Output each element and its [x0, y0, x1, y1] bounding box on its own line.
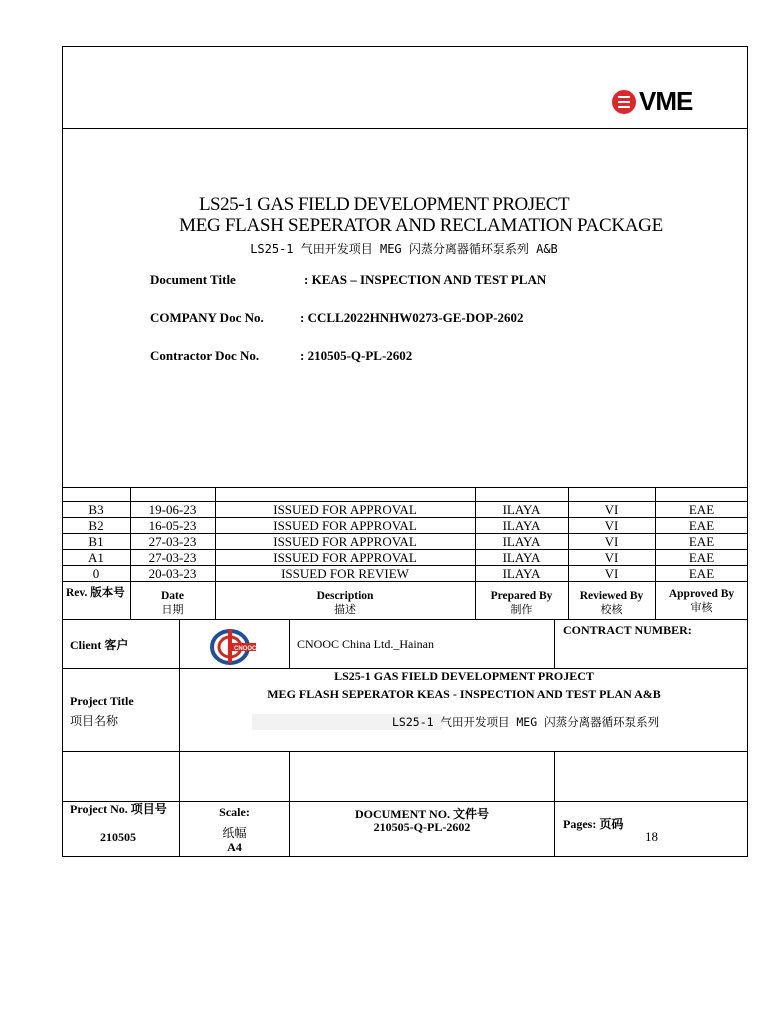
rev-header-rev: Rev. 版本号: [66, 587, 125, 599]
pages-value: 18: [645, 829, 658, 844]
rev-header-description-en: Description: [316, 590, 374, 602]
project-no-value: 210505: [100, 830, 136, 844]
title-line-3-chinese: LS25-1 气田开发项目 MEG 闪蒸分离器循环泵系列 A&B: [250, 242, 558, 256]
rev-date: 16-05-23: [148, 518, 197, 533]
rev-header-prepared: [475, 590, 568, 616]
rev-description: ISSUED FOR APPROVAL: [273, 534, 417, 549]
rev-prepared: ILAYA: [502, 534, 541, 549]
rev-approved: EAE: [688, 534, 715, 549]
document-frame: [62, 46, 748, 857]
title-line-2: MEG FLASH SEPERATOR AND RECLAMATION PACKAGE: [179, 215, 663, 236]
lower-col-line: [289, 619, 290, 668]
document-no-label: DOCUMENT NO. 文件号: [354, 807, 490, 821]
rev-header-date: [130, 590, 215, 616]
company-doc-label: COMPANY Doc No.: [150, 310, 264, 325]
project-row-bottom: [62, 751, 748, 752]
rev-table-bottom: [62, 619, 748, 620]
rev-prepared: ILAYA: [502, 550, 541, 565]
rev-code: B3: [88, 502, 104, 517]
doc-title-label: Document Title: [150, 272, 236, 287]
company-doc-value: : CCLL2022HNHW0273-GE-DOP-2602: [300, 310, 524, 325]
rev-header-prepared-en: Prepared By: [490, 590, 553, 602]
rev-reviewed: VI: [604, 518, 619, 533]
rev-prepared: ILAYA: [502, 518, 541, 533]
rev-date: 27-03-23: [148, 534, 197, 549]
rev-reviewed: VI: [604, 502, 619, 517]
rev-header-reviewed-cn: 校核: [600, 603, 623, 616]
rev-header-description: [215, 590, 475, 616]
vme-logo-icon: [612, 90, 636, 114]
lower-col-line: [179, 619, 180, 857]
vme-logo-text: VME: [639, 86, 693, 116]
rev-header-reviewed: [568, 590, 655, 616]
client-label: Client 客户: [70, 638, 129, 652]
document-no-value: 210505-Q-PL-2602: [373, 820, 471, 834]
contractor-doc-label: Contractor Doc No.: [150, 348, 260, 363]
rev-table-top: [62, 487, 748, 488]
scale-label: Scale:: [219, 805, 250, 819]
rev-approved: EAE: [688, 550, 715, 565]
rev-approved: EAE: [688, 518, 715, 533]
title-line-1: LS25-1 GAS FIELD DEVELOPMENT PROJECT: [198, 194, 570, 215]
project-title-label-cn: 项目名称: [70, 714, 119, 728]
rev-header-date-en: Date: [161, 590, 184, 602]
header-divider: [62, 128, 748, 129]
rev-approved: EAE: [688, 502, 715, 517]
project-line-3-chinese: LS25-1 气田开发项目 MEG 闪蒸分离器循环泵系列: [392, 715, 660, 729]
vme-logo: [612, 86, 692, 117]
doc-title-value: : KEAS – INSPECTION AND TEST PLAN: [304, 272, 547, 287]
contract-number-label: CONTRACT NUMBER:: [563, 623, 692, 637]
rev-prepared: ILAYA: [502, 566, 541, 581]
rev-approved: EAE: [688, 566, 715, 581]
rev-header-approved-cn: 审核: [690, 601, 713, 614]
rev-date: 27-03-23: [148, 550, 197, 565]
rev-prepared: ILAYA: [502, 502, 541, 517]
rev-code: 0: [92, 566, 100, 581]
rev-description: ISSUED FOR APPROVAL: [273, 502, 417, 517]
client-name: CNOOC China Ltd._Hainan: [297, 637, 434, 651]
cnooc-logo-text: CNOOC: [234, 646, 257, 652]
rev-date: 20-03-23: [148, 566, 197, 581]
lower-col-line: [289, 751, 290, 857]
pages-label: Pages: 页码: [563, 817, 624, 831]
rev-reviewed: VI: [604, 534, 619, 549]
rev-date: 19-06-23: [148, 502, 197, 517]
scale-value: A4: [227, 840, 242, 854]
project-line-2: MEG FLASH SEPERATOR KEAS - INSPECTION AND TEST PLAN A&B: [267, 687, 661, 701]
rev-description: ISSUED FOR REVIEW: [281, 566, 409, 581]
cnooc-logo-icon: [210, 625, 258, 667]
rev-header-prepared-cn: 制作: [510, 603, 533, 616]
rev-code: B2: [88, 518, 104, 533]
rev-description: ISSUED FOR APPROVAL: [273, 518, 417, 533]
project-line-1: LS25-1 GAS FIELD DEVELOPMENT PROJECT: [334, 669, 594, 683]
rev-header-approved-en: Approved By: [668, 588, 735, 600]
project-title-label: Project Title: [70, 694, 134, 708]
rev-header-date-cn: 日期: [161, 603, 184, 616]
rev-reviewed: VI: [604, 566, 619, 581]
rev-header-description-cn: 描述: [334, 603, 356, 616]
project-no-label: Project No. 项目号: [70, 802, 167, 816]
rev-header-reviewed-en: Reviewed By: [579, 590, 644, 602]
rev-header-approved: [655, 588, 748, 614]
rev-code: B1: [88, 534, 104, 549]
lower-col-line: [554, 619, 555, 668]
rev-description: ISSUED FOR APPROVAL: [273, 550, 417, 565]
scale-label-cn: 纸幅: [222, 826, 247, 840]
rev-reviewed: VI: [604, 550, 619, 565]
lower-col-line: [554, 751, 555, 857]
contractor-doc-value: : 210505-Q-PL-2602: [300, 348, 413, 363]
rev-code: A1: [88, 550, 104, 565]
